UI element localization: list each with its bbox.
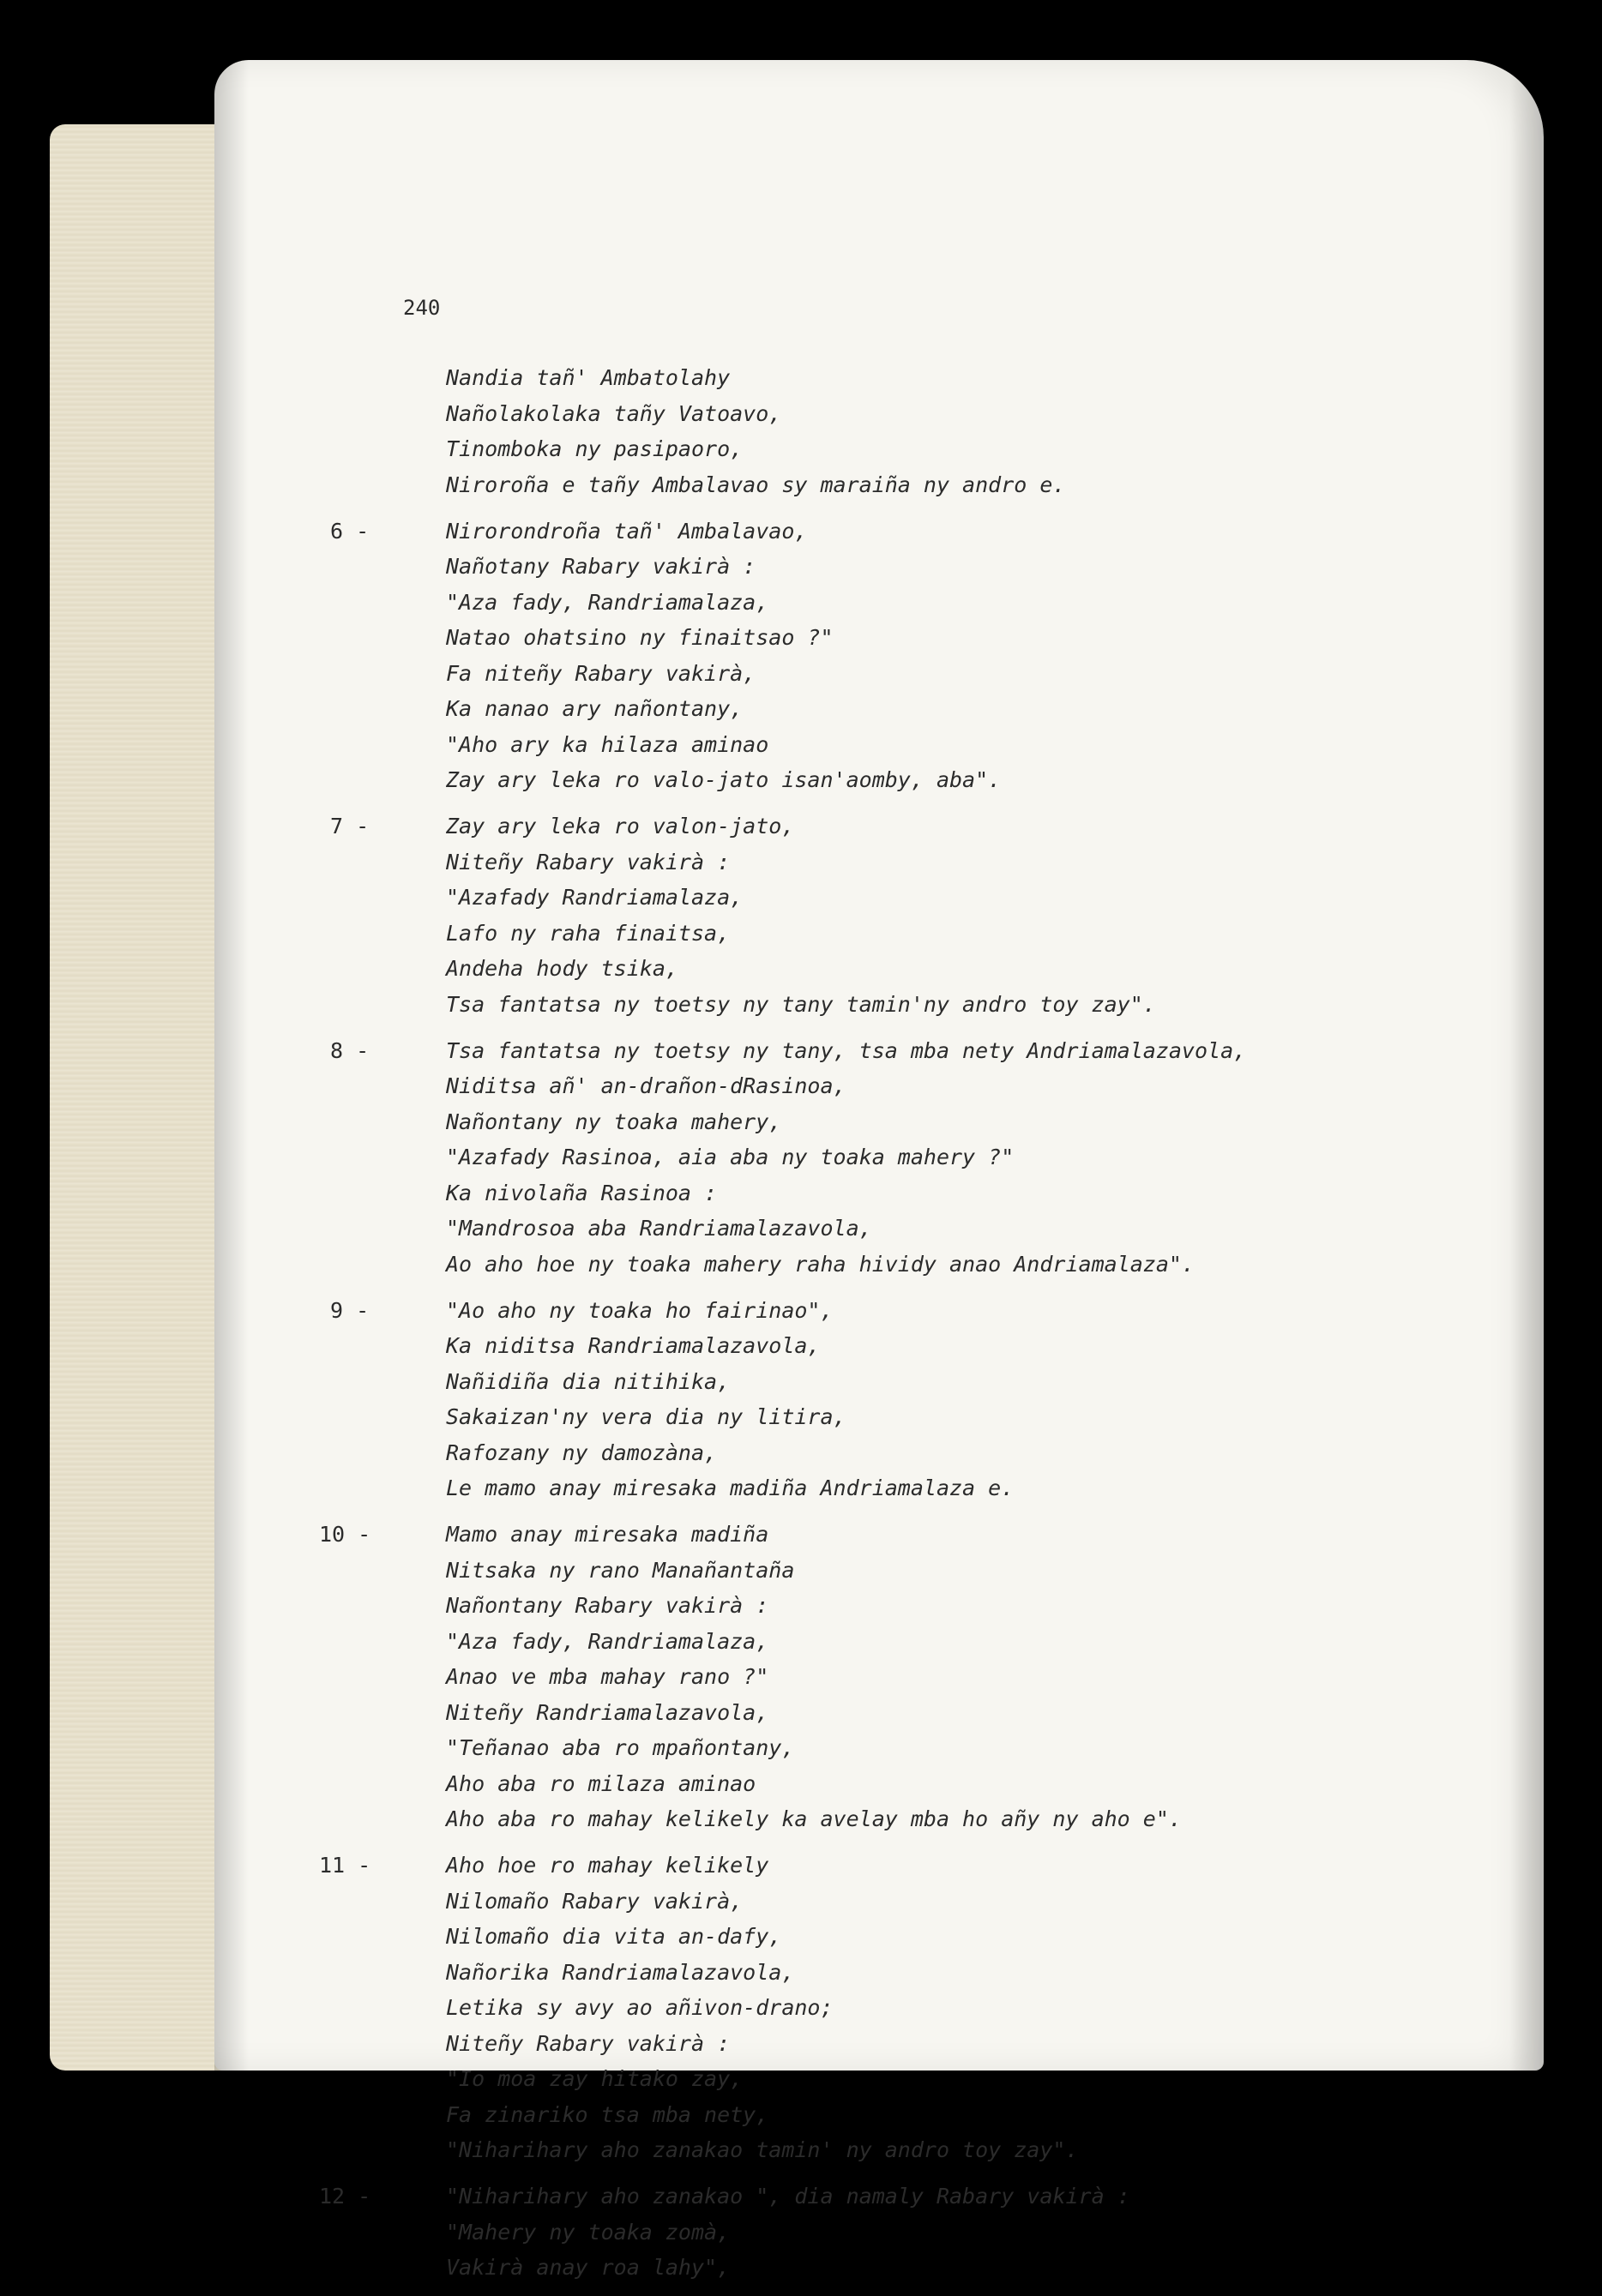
poem-line: Lafo ny raha finaitsa, — [446, 920, 731, 946]
poem-line: Le mamo anay miresaka madiña Andriamalaza e. — [446, 1476, 1015, 1500]
poem-line: Nitsaka ny rano Manañantaña — [446, 1557, 795, 1583]
poem-line: Ao aho hoe ny toaka mahery raha hividy anao Andriamalaza". — [446, 1251, 1195, 1277]
poem-line: Anao ve mba mahay rano ?" — [446, 1664, 769, 1689]
poem-line: Tsa fantatsa ny toetsy ny tany tamin'ny andro toy zay". — [446, 991, 1156, 1017]
poem-line: Aho aba ro mahay kelikely ka avelay mba ho añy ny aho e". — [446, 1806, 1182, 1831]
stanza — [330, 1033, 1492, 1283]
poem-line: Aho aba ro milaza aminao — [446, 1770, 756, 1796]
poem-line: Nañorika Randriamalazavola, — [446, 1959, 795, 1985]
poem-line: "Mandrosoa aba Randriamalazavola, — [446, 1216, 872, 1241]
poem-line: "Aho ary ka hilaza aminao — [446, 731, 769, 757]
poem-line: Mamo anay miresaka madiña — [446, 1522, 769, 1547]
poem-line: Sakaizan'ny vera dia ny litira, — [446, 1404, 846, 1429]
poem-line: "Niharihary aho zanakao tamin' ny andro toy zay". — [446, 2137, 1079, 2162]
poem-line: Vakirà anay roa lahy", — [446, 2255, 731, 2280]
stanza — [330, 514, 1492, 798]
stanza — [446, 360, 1492, 502]
poem-line: Nirorondroña tañ' Ambalavao, — [446, 518, 808, 544]
stanza-number: 11 - — [319, 1853, 371, 1878]
poem-line: Fa niteñy Rabary vakirà, — [446, 660, 756, 686]
poem-line: Nañotany Rabary vakirà : — [446, 554, 756, 579]
poem-line: Niteñy Randriamalazavola, — [446, 1699, 769, 1725]
poem-line: Aho hoe ro mahay kelikely — [446, 1853, 769, 1878]
poem-line: Andeha hody tsika, — [446, 956, 678, 981]
poem-line: "Niharihary aho zanakao ", dia namaly Rabary vakirà : — [446, 2184, 1130, 2209]
poem-line: Nandia tañ' Ambatolahy — [446, 365, 731, 390]
poem-line: Ka niditsa Randriamalazavola, — [446, 1333, 821, 1358]
poem-line: "Ao aho ny toaka ho fairinao", — [446, 1297, 834, 1323]
stanza — [319, 1848, 1492, 2168]
stanza-number: 6 - — [330, 518, 370, 544]
poem-line: Nañidiña dia nitihika, — [446, 1368, 731, 1394]
poem-line: Letika sy avy ao añivon-drano; — [446, 1995, 834, 2020]
poem-line: Niteñy Rabary vakirà : — [446, 849, 731, 875]
stanza — [330, 808, 1492, 1022]
stanza-number: 7 - — [330, 814, 370, 838]
poem-line: Nañontany Rabary vakirà : — [446, 1593, 769, 1618]
stanza-number: 9 - — [330, 1297, 370, 1323]
poem-text — [319, 360, 1492, 2296]
spine-shadow — [214, 60, 249, 2071]
poem-line: "Io moa zay hitako zay, — [446, 2066, 744, 2091]
poem-line: Nañontany ny toaka mahery, — [446, 1109, 782, 1134]
poem-line: Natao ohatsino ny finaitsao ?" — [446, 625, 834, 650]
poem-line: Tsa fantatsa ny toetsy ny tany, tsa mba nety Andriamalazavola, — [446, 1037, 1247, 1063]
poem-line: Niroroña e tañy Ambalavao sy maraiña ny andro e. — [446, 472, 1066, 497]
poem-line: "Teñanao aba ro mpañontany, — [446, 1735, 795, 1760]
page-number: 240 — [403, 296, 441, 320]
poem-line: Niteñy Rabary vakirà : — [446, 2030, 731, 2056]
poem-line: "Aza fady, Randriamalaza, — [446, 1628, 769, 1654]
page-curl-shadow — [1509, 60, 1561, 2071]
stanza — [330, 1293, 1492, 1506]
poem-line: Nilomaño dia vita an-dafy, — [446, 1924, 782, 1949]
poem-line: Niditsa añ' an-drañon-dRasinoa, — [446, 1073, 846, 1098]
poem-line: Ka nanao ary nañontany, — [446, 696, 744, 721]
poem-line: Fa zinariko tsa mba nety, — [446, 2101, 769, 2127]
stanza-number: 12 - — [319, 2184, 371, 2209]
poem-line: Ka nivolaña Rasinoa : — [446, 1180, 718, 1205]
stanza — [319, 2179, 1492, 2286]
poem-line: "Azafady Randriamalaza, — [446, 885, 744, 910]
poem-line: Zay ary leka ro valon-jato, — [446, 814, 795, 838]
stanza — [319, 1517, 1492, 1837]
poem-line: "Aza fady, Randriamalaza, — [446, 589, 769, 615]
poem-line: Nilomaño Rabary vakirà, — [446, 1888, 744, 1914]
poem-line: Rafozany ny damozàna, — [446, 1440, 718, 1465]
stanza-number: 8 - — [330, 1037, 370, 1063]
stanza-number: 10 - — [319, 1522, 371, 1547]
poem-line: Nañolakolaka tañy Vatoavo, — [446, 400, 782, 426]
poem-line: "Mahery ny toaka zomà, — [446, 2219, 731, 2245]
poem-line: "Azafady Rasinoa, aia aba ny toaka mahery ?" — [446, 1145, 1015, 1169]
poem-line: Zay ary leka ro valo-jato isan'aomby, aba". — [446, 767, 1002, 792]
poem-line: Tinomboka ny pasipaoro, — [446, 436, 744, 461]
